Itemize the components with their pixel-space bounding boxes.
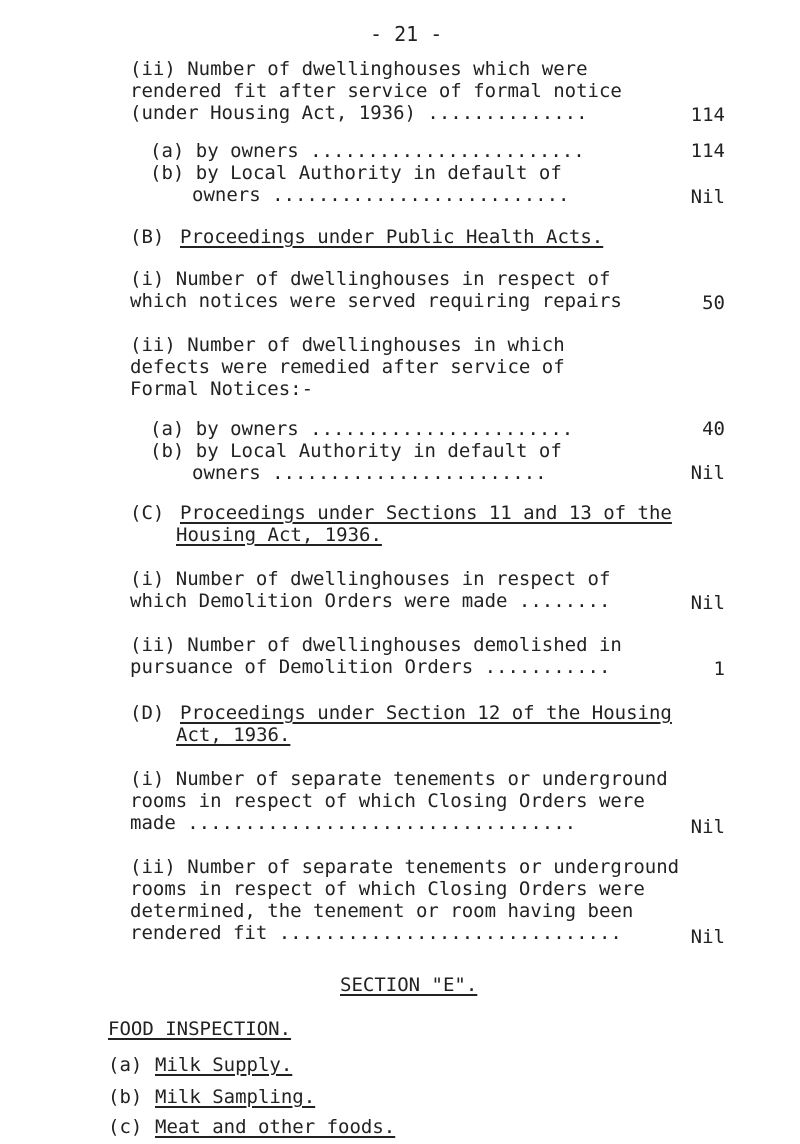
food-inspection-heading: FOOD INSPECTION.	[108, 1018, 292, 1040]
text-line: which Demolition Orders were made ........	[130, 590, 611, 612]
housing-act-ii-a-value: 114	[690, 140, 725, 162]
section-b-ii-b-value: Nil	[690, 462, 725, 484]
text-line: (i) Number of dwellinghouses in respect of	[130, 268, 611, 290]
section-d-ii-value: Nil	[690, 926, 725, 948]
section-d-i-text	[130, 768, 668, 834]
food-item-letter: (b)	[108, 1086, 143, 1108]
food-item-label: Milk Supply.	[155, 1054, 293, 1076]
housing-act-ii-a	[150, 140, 585, 162]
text-line: (a) by owners ........................	[150, 140, 585, 162]
text-line: Proceedings under Sections 11 and 13 of the	[180, 502, 672, 524]
text-line: owners ........................	[192, 462, 547, 484]
section-c-i-value: Nil	[690, 592, 725, 614]
text-line: rendered fit ..............................	[130, 922, 622, 944]
text-line: made ..................................	[130, 812, 577, 834]
section-d-i-value: Nil	[690, 816, 725, 838]
section-b-i-value: 50	[702, 292, 725, 314]
text-line: Formal Notices:-	[130, 378, 314, 400]
text-line: (b) by Local Authority in default of	[150, 162, 562, 184]
text-line: (i) Number of separate tenements or underground	[130, 768, 668, 790]
section-b-ii-b	[150, 440, 562, 484]
text-line: (b) by Local Authority in default of	[150, 440, 562, 462]
housing-act-ii-text	[130, 58, 622, 124]
text-line: (i) Number of dwellinghouses in respect of	[130, 568, 611, 590]
food-item-letter: (a)	[108, 1054, 143, 1076]
section-b-ii-a-value: 40	[702, 418, 725, 440]
section-c-ii-text	[130, 634, 622, 678]
section-c-i-text	[130, 568, 610, 612]
text-line: (ii) Number of dwellinghouses demolished in	[130, 634, 622, 656]
section-c-letter: (C)	[130, 502, 165, 524]
text-line: (a) by owners .......................	[150, 418, 574, 440]
text-line: pursuance of Demolition Orders ...........	[130, 656, 611, 678]
section-d-letter: (D)	[130, 702, 165, 724]
housing-act-ii-b	[150, 162, 570, 206]
section-b-letter: (B)	[130, 226, 165, 248]
text-line: which notices were served requiring repairs	[130, 290, 622, 312]
text-line: rooms in respect of which Closing Orders were	[130, 790, 645, 812]
section-b-i-text	[130, 268, 622, 312]
section-d-heading	[176, 702, 672, 746]
section-c-heading	[176, 502, 672, 546]
text-line: defects were remedied after service of	[130, 356, 565, 378]
food-item-label: Milk Sampling.	[155, 1086, 316, 1108]
section-e-title: SECTION "E".	[340, 974, 478, 996]
food-item-label: Meat and other foods.	[155, 1116, 396, 1138]
text-line: Proceedings under Section 12 of the Housing	[180, 702, 672, 724]
section-c-ii-value: 1	[713, 658, 725, 680]
housing-act-ii-value: 114	[690, 104, 725, 126]
food-item-letter: (c)	[108, 1116, 143, 1138]
section-b-ii-text	[130, 334, 565, 400]
section-b-heading: Proceedings under Public Health Acts.	[180, 226, 604, 248]
page-number: - 21 -	[370, 22, 443, 46]
text-line: (ii) Number of separate tenements or underground	[130, 856, 680, 878]
text-line: Housing Act, 1936.	[176, 524, 382, 546]
text-line: (ii) Number of dwellinghouses which were	[130, 58, 588, 80]
text-line: owners ..........................	[192, 184, 570, 206]
text-line: rooms in respect of which Closing Orders were	[130, 878, 645, 900]
section-d-ii-text	[130, 856, 679, 944]
text-line: (ii) Number of dwellinghouses in which	[130, 334, 565, 356]
section-b-ii-a	[150, 418, 573, 440]
text-line: rendered fit after service of formal notice	[130, 80, 622, 102]
housing-act-ii-b-value: Nil	[690, 186, 725, 208]
text-line: determined, the tenement or room having been	[130, 900, 634, 922]
text-line: Act, 1936.	[176, 724, 291, 746]
text-line: (under Housing Act, 1936) ..............	[130, 102, 588, 124]
